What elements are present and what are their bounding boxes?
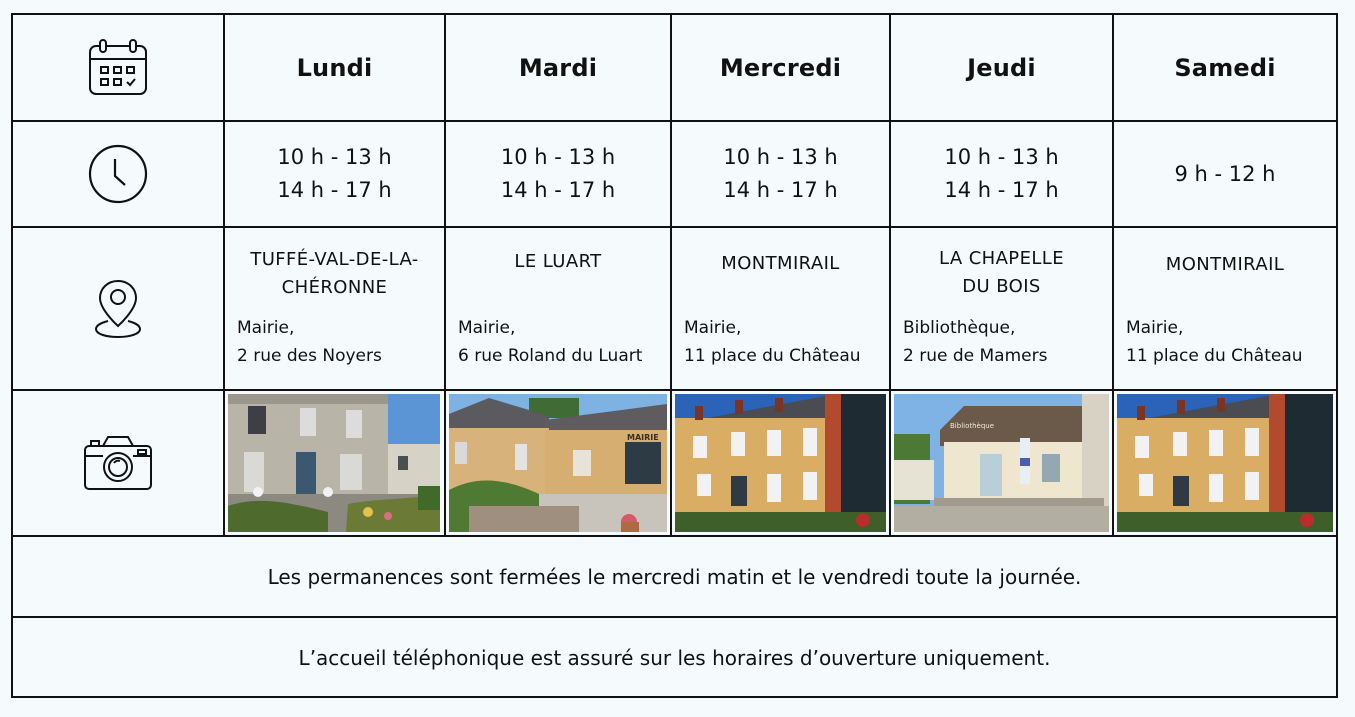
day-header-samedi: Samedi [1174, 53, 1276, 82]
day-header-mercredi: Mercredi [672, 15, 891, 120]
hours-jeudi [891, 122, 1114, 226]
location-jeudi [891, 228, 1114, 389]
town-name: MONTMIRAIL [1165, 254, 1285, 275]
hours-morning: 10 h - 13 h [277, 145, 392, 169]
camera-icon [83, 434, 153, 492]
header-row [13, 15, 1336, 122]
hours-lundi [225, 122, 446, 226]
hours-afternoon: 14 h - 17 h [500, 178, 616, 202]
photo-lundi [225, 391, 446, 535]
mairie-sign: MAIRIE [627, 433, 659, 442]
town-hall-photo [1117, 394, 1333, 532]
address: Mairie, 2 rue des Noyers [237, 318, 382, 366]
address: Mairie, 6 rue Roland du Luart [458, 318, 643, 366]
phone-note-row [13, 618, 1336, 698]
location-row [13, 228, 1336, 391]
hours-afternoon: 14 h - 17 h [944, 178, 1059, 202]
phone-note: L’accueil téléphonique est assuré sur les horaires d’ouverture uniquement. [298, 646, 1051, 670]
address: Mairie, 11 place du Château [1126, 318, 1303, 366]
hours-morning: 10 h - 13 h [944, 145, 1059, 169]
closure-note: Les permanences sont fermées le mercredi matin et le vendredi toute la journée. [267, 564, 1082, 589]
town-name: MONTMIRAIL [721, 253, 840, 274]
clock-icon [87, 143, 149, 205]
address: Mairie, 11 place du Château [684, 318, 861, 366]
location-mardi [446, 228, 672, 389]
photo-mercredi [672, 391, 891, 535]
schedule-table [11, 13, 1338, 698]
location-pin-icon [93, 278, 143, 340]
photo-row [13, 391, 1336, 537]
photo-jeudi [891, 391, 1114, 535]
town-hall-photo [449, 394, 667, 532]
day-header-jeudi: Jeudi [891, 15, 1114, 120]
address: Bibliothèque, 2 rue de Mamers [903, 318, 1048, 366]
day-header-lundi: Lundi [225, 15, 446, 120]
hours-afternoon: 14 h - 17 h [277, 178, 392, 202]
day-header-mardi: Mardi [446, 15, 672, 120]
town-name: TUFFÉ-VAL-DE-LA- CHÉRONNE [250, 249, 419, 298]
town-name: LE LUART [514, 251, 602, 272]
location-lundi [225, 228, 446, 389]
calendar-icon [87, 37, 149, 99]
pin-cell [13, 228, 225, 389]
hours-morning: 10 h - 13 h [723, 145, 838, 169]
town-hall-photo [228, 394, 440, 532]
library-photo [894, 394, 1109, 532]
bibliotheque-sign: Bibliothèque [950, 422, 995, 430]
town-hall-photo [675, 394, 886, 532]
location-samedi [1114, 228, 1336, 389]
clock-cell [13, 122, 225, 226]
hours-mercredi [672, 122, 891, 226]
hours-samedi [1114, 122, 1336, 226]
hours-afternoon: 14 h - 17 h [723, 178, 838, 202]
calendar-cell [13, 15, 225, 120]
town-name: LA CHAPELLE DU BOIS [939, 248, 1064, 297]
hours-morning: 10 h - 13 h [500, 145, 616, 169]
closure-note-row [13, 537, 1336, 618]
photo-mardi [446, 391, 672, 535]
hours-mardi [446, 122, 672, 226]
camera-cell [13, 391, 225, 535]
photo-samedi [1114, 391, 1336, 535]
hours-morning: 9 h - 12 h [1174, 161, 1276, 186]
hours-row [13, 122, 1336, 228]
location-mercredi [672, 228, 891, 389]
